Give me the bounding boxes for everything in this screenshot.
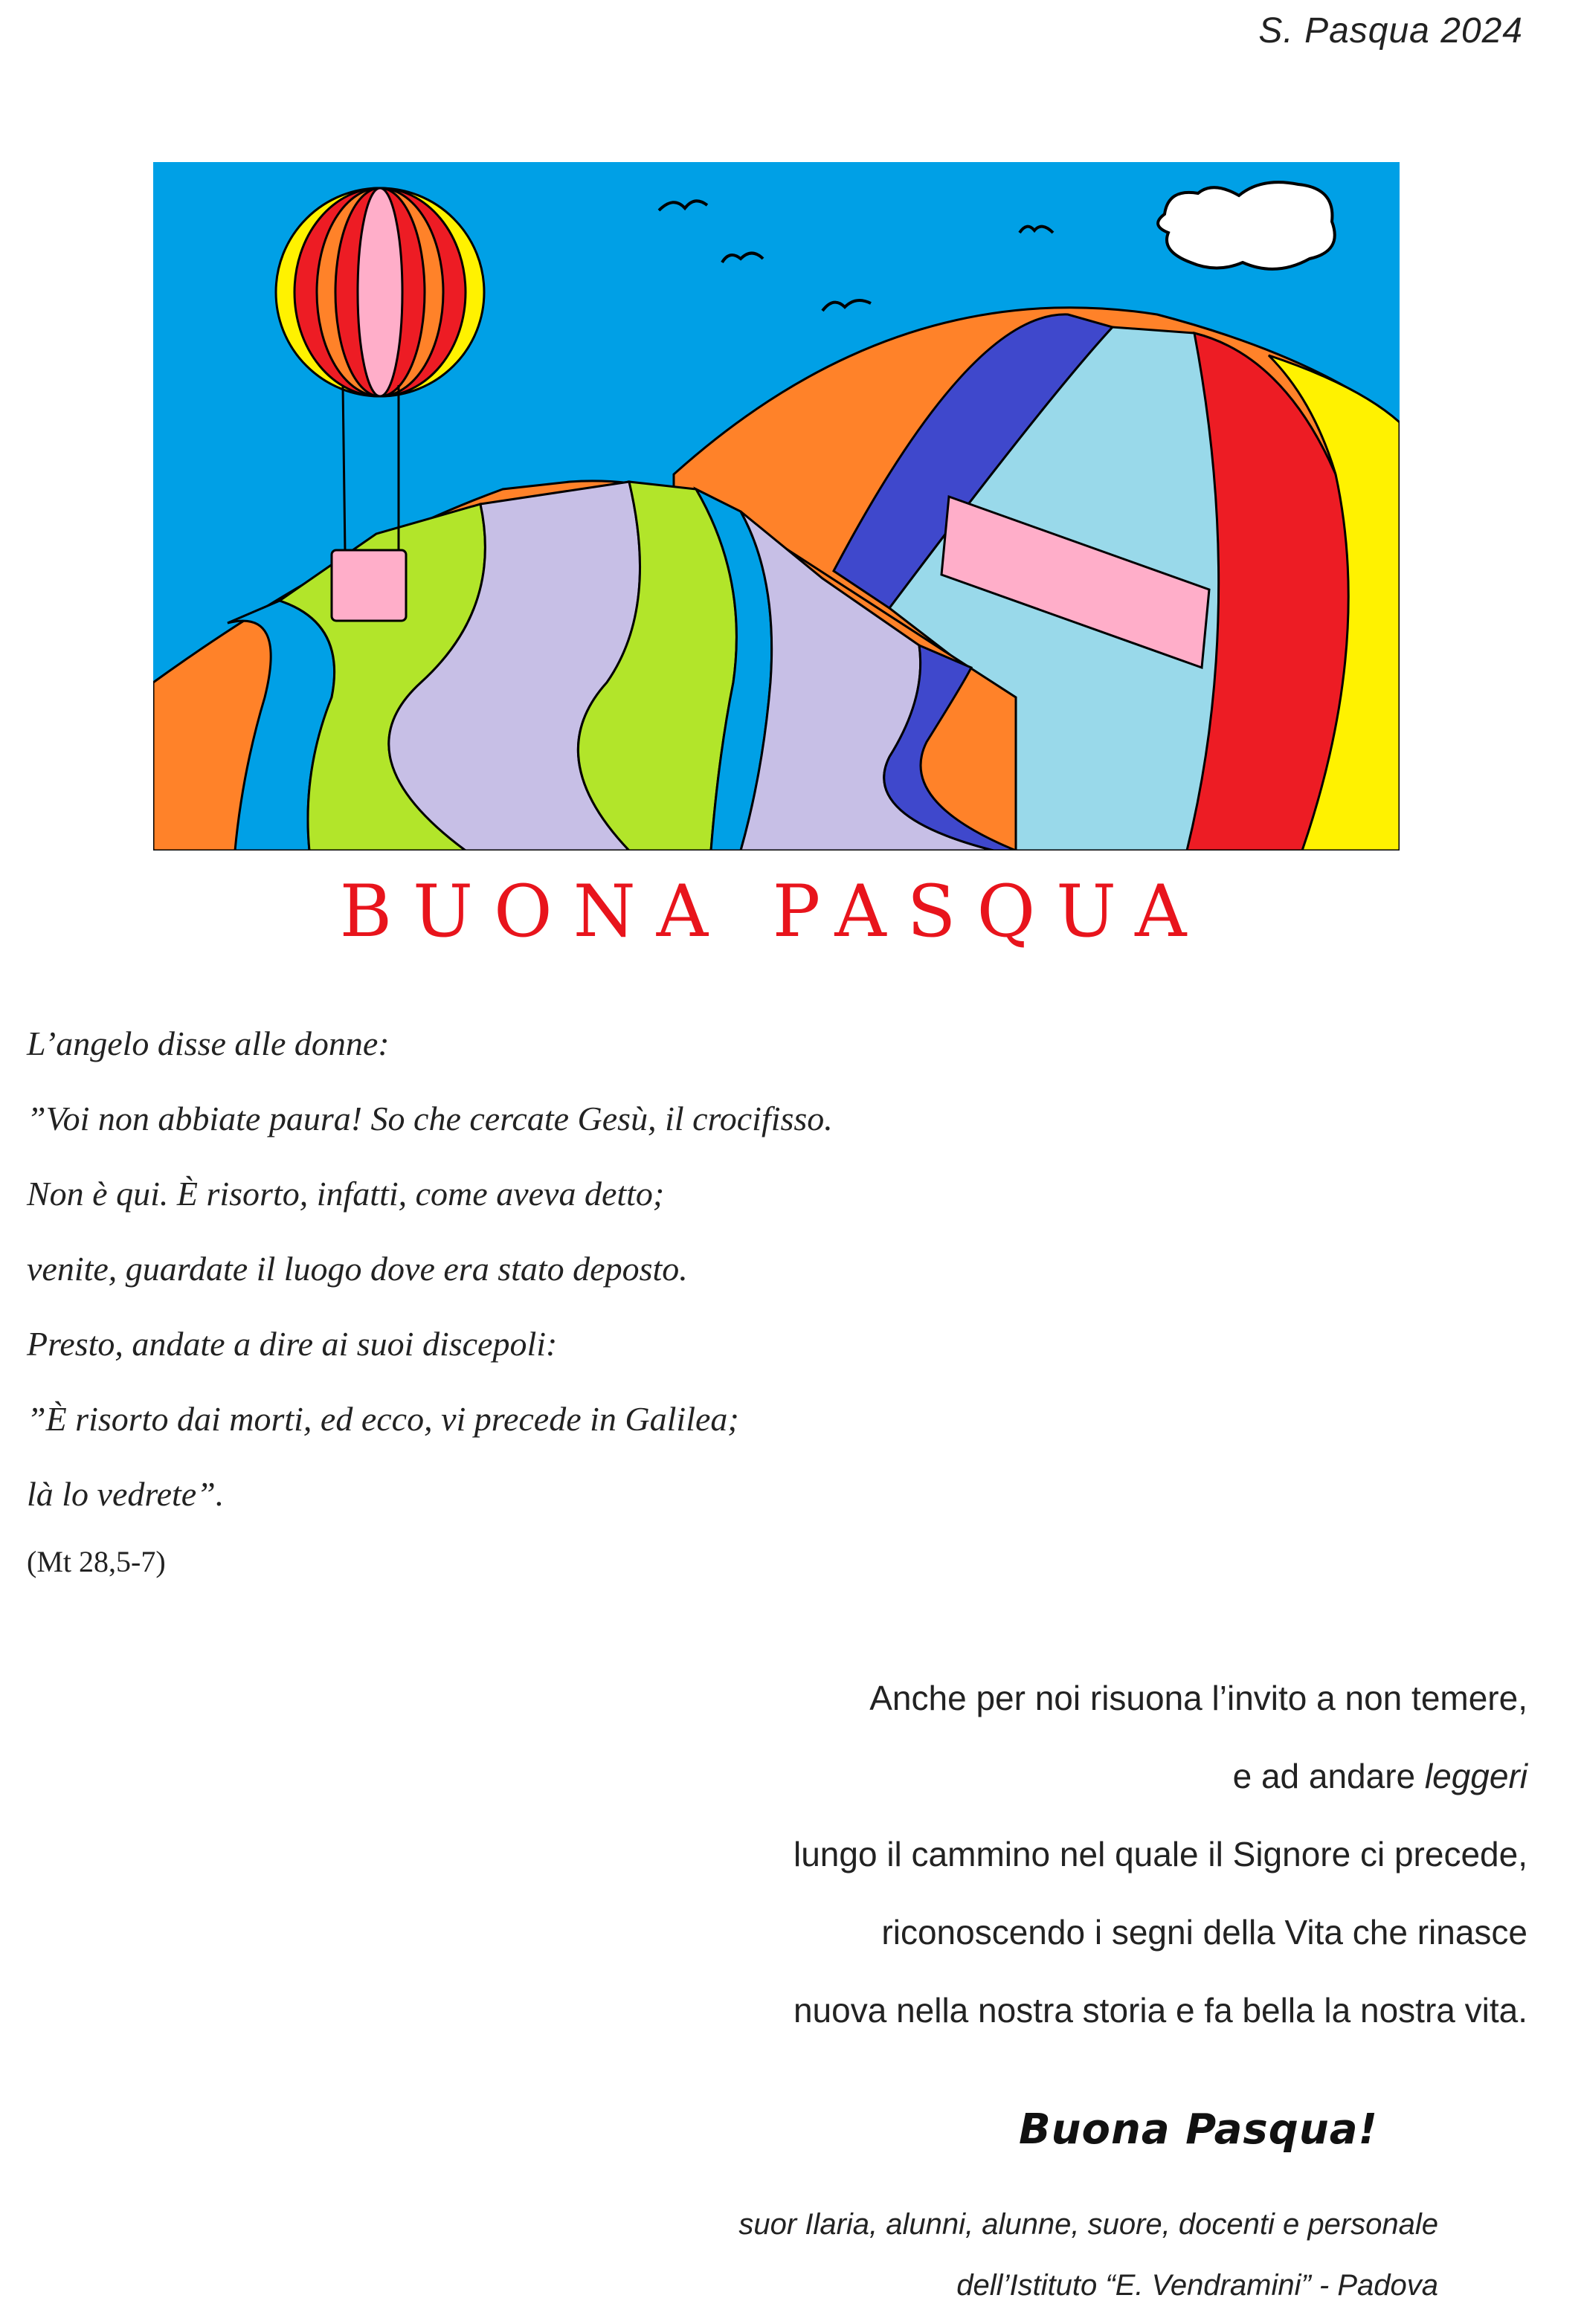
reflection-text-part: e ad andare <box>1232 1757 1425 1795</box>
gospel-line: Non è qui. È risorto, infatti, come aveva detto; <box>27 1175 665 1213</box>
gospel-line: L’angelo disse alle donne: <box>27 1024 390 1062</box>
signature <box>620 2202 1438 2324</box>
cloud <box>1158 182 1335 269</box>
easter-illustration <box>153 162 1400 850</box>
gospel-reference: (Mt 28,5-7) <box>27 1545 166 1578</box>
reflection-emphasis: leggeri <box>1424 1757 1527 1795</box>
reflection-line <box>561 1752 1527 1830</box>
gospel-line: ”È risorto dai morti, ed ecco, vi precede in Galilea; <box>27 1400 739 1438</box>
gospel-line: venite, guardate il luogo dove era stato deposto. <box>27 1250 688 1288</box>
reflection-line: lungo il cammino nel quale il Signore ci precede, <box>793 1835 1527 1873</box>
reflection-line: riconoscendo i segni della Vita che rinasce <box>881 1913 1527 1952</box>
gospel-passage <box>27 1020 1068 1584</box>
signature-line: dell’Istituto “E. Vendramini” - Padova <box>956 2269 1438 2302</box>
reflection-text <box>561 1674 1527 2065</box>
reflection-line: Anche per noi risuona l’invito a non temere, <box>869 1679 1527 1717</box>
reflection-line: nuova nella nostra storia e fa bella la nostra vita. <box>793 1991 1527 2030</box>
gospel-line: ”Voi non abbiate paura! So che cercate Gesù, il crocifisso. <box>27 1100 833 1137</box>
gospel-line: là lo vedrete”. <box>27 1475 225 1513</box>
greeting-title: BUONA PASQUA <box>339 870 1208 953</box>
document-date: S. Pasqua 2024 <box>1258 11 1523 51</box>
signature-line: suor Ilaria, alunni, alunne, suore, docenti e personale <box>738 2208 1438 2241</box>
gospel-line: Presto, andate a dire ai suoi discepoli: <box>27 1325 558 1363</box>
closing-greeting: Buona Pasqua! <box>1019 2105 1379 2154</box>
